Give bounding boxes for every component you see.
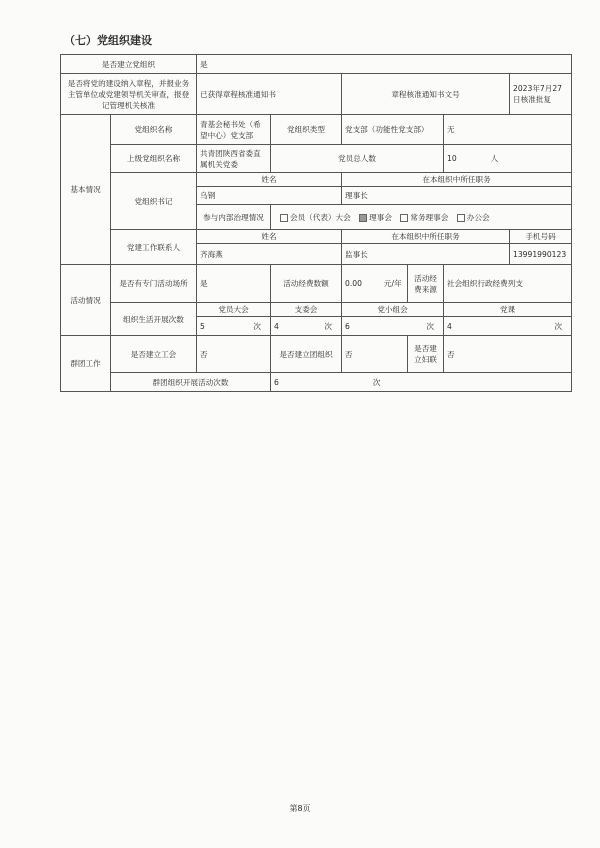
count-group-meeting: 6 次 — [342, 317, 444, 336]
venue-value: 是 — [197, 265, 271, 303]
party-org-table — [60, 54, 572, 392]
count-committee-meeting: 4 次 — [271, 317, 342, 336]
secretary-position-header: 在本组织中所任职务 — [342, 173, 572, 187]
header-group-meeting: 党小组会 — [342, 303, 444, 317]
secretary-name-header: 姓名 — [197, 173, 342, 187]
header-committee-meeting: 支委会 — [271, 303, 342, 317]
mass-activities-label: 群团组织开展活动次数 — [111, 373, 271, 392]
org-type-label: 党组织类型 — [271, 115, 342, 145]
header-members-meeting: 党员大会 — [197, 303, 271, 317]
league-value: 否 — [342, 336, 408, 373]
league-label: 是否建立团组织 — [271, 336, 342, 373]
count-party-lecture: 4 次 — [444, 317, 572, 336]
option-office-meeting: 办公会 — [466, 212, 490, 222]
women-label: 是否建立妇联 — [408, 336, 444, 373]
charter-doc-value: 2023年7月27日核准批复 — [510, 74, 572, 115]
contact-position-header: 在本组织中所任职务 — [342, 230, 510, 244]
parent-org-value: 共青团陕西省委直属机关党委 — [197, 145, 271, 173]
established-value: 是 — [197, 55, 572, 74]
contact-name: 齐海燕 — [197, 244, 342, 265]
venue-label: 是否有专门活动场所 — [111, 265, 197, 303]
fund-label: 活动经费数额 — [271, 265, 342, 303]
contact-label: 党建工作联系人 — [111, 230, 197, 265]
governance-label: 参与内部治理情况 — [197, 205, 271, 230]
fund-source-label: 活动经费来源 — [408, 265, 444, 303]
union-value: 否 — [197, 336, 271, 373]
charter-value: 已获得章程核准通知书 — [197, 74, 342, 115]
org-type-extra: 无 — [444, 115, 572, 145]
org-life-label: 组织生活开展次数 — [111, 303, 197, 336]
parent-org-label: 上级党组织名称 — [111, 145, 197, 173]
header-party-lecture: 党课 — [444, 303, 572, 317]
basic-section-label: 基本情况 — [61, 115, 111, 265]
contact-name-header: 姓名 — [197, 230, 342, 244]
contact-phone: 13991990123 — [510, 244, 572, 265]
members-label: 党员总人数 — [271, 145, 444, 173]
contact-position: 监事长 — [342, 244, 510, 265]
option-standing-council: 常务理事会 — [410, 212, 449, 222]
women-value: 否 — [444, 336, 572, 373]
governance-options — [271, 205, 572, 230]
charter-doc-label: 章程核准通知书文号 — [342, 74, 510, 115]
contact-phone-header: 手机号码 — [510, 230, 572, 244]
checkbox-office-meeting — [457, 214, 465, 222]
secretary-position: 理事长 — [342, 187, 572, 205]
mass-section-label: 群团工作 — [61, 336, 111, 392]
union-label: 是否建立工会 — [111, 336, 197, 373]
org-name-label: 党组织名称 — [111, 115, 197, 145]
option-assembly: 会员（代表）大会 — [290, 212, 351, 222]
fund-value: 0.00 元/年 — [342, 265, 408, 303]
section-title: （七）党组织建设 — [64, 34, 152, 47]
checkbox-standing-council — [400, 214, 408, 222]
charter-label: 是否将党的建设纳入章程，并报业务主管单位或党建领导机关审查，报登记管理机关核准 — [61, 74, 197, 115]
checkbox-council — [359, 214, 367, 222]
secretary-name: 乌钢 — [197, 187, 342, 205]
fund-source-value: 社会组织行政经费列支 — [444, 265, 572, 303]
members-value: 10 人 — [444, 145, 572, 173]
count-members-meeting: 5 次 — [197, 317, 271, 336]
org-name-value: 青基会秘书处（希望中心）党支部 — [197, 115, 271, 145]
established-label: 是否建立党组织 — [61, 55, 197, 74]
mass-activities-value: 6 次 — [271, 373, 572, 392]
page-number: 第8页 — [289, 804, 311, 813]
secretary-label: 党组织书记 — [111, 173, 197, 230]
option-council: 理事会 — [369, 212, 392, 222]
activity-section-label: 活动情况 — [61, 265, 111, 336]
org-type-value: 党支部（功能性党支部） — [342, 115, 444, 145]
checkbox-assembly — [280, 214, 288, 222]
